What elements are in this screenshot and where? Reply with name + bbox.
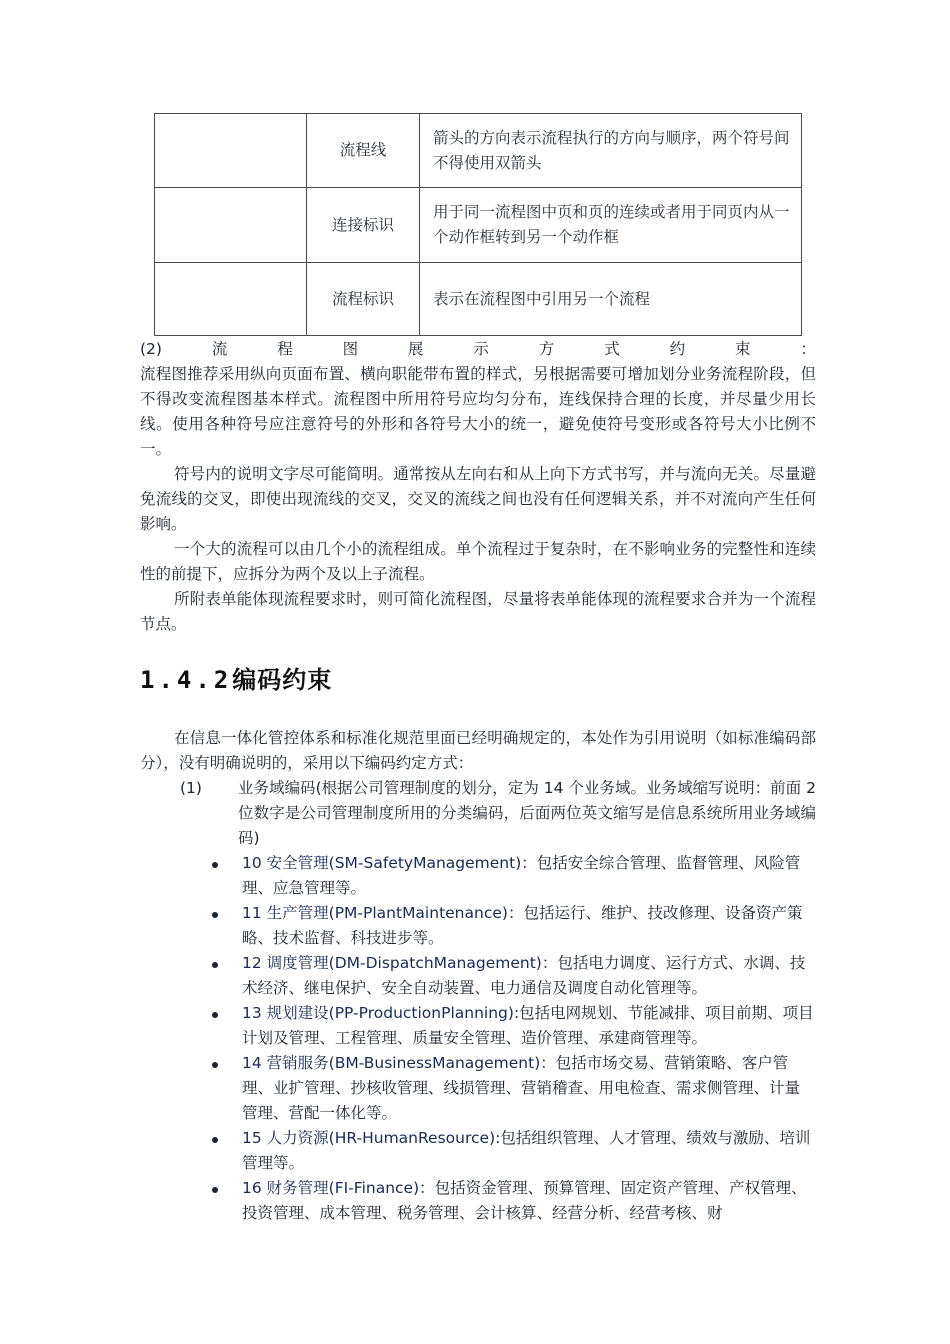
domain-description: ：包括资金管理、预算管理、固定资产管理、产权管理、投资管理、成本管理、税务管理、会计核算、经营分析、经营考核、财 <box>242 1179 807 1222</box>
symbol-description-cell: 表示在流程图中引用另一个流程 <box>420 263 802 336</box>
constraint-2-paragraph: 流程图推荐采用纵向页面布置、横向职能带布置的样式，另根据需要可增加划分业务流程阶段，但不得改变流程图基本样式。流程图中所用符号应均匀分布，连线保持合理的长度，并尽量少用长线。使用各种符号应注意符号的外形和各符号大小的统一，避免使符号变形或各符号大小比例不一。 <box>140 365 816 458</box>
domain-label: 13 规划建设(PP-ProductionPlanning) <box>242 1004 514 1022</box>
list-marker: (1) <box>180 779 202 797</box>
list-item <box>140 851 816 901</box>
intro-paragraph: 在信息一体化管控体系和标准化规范里面已经明确规定的，本处作为引用说明（如标准编码部分），没有明确说明的，采用以下编码约定方式： <box>140 729 816 772</box>
paragraph: 符号内的说明文字尽可能简明。通常按从左向右和从上向下方式书写，并与流向无关。尽量避免流线的交叉，即使出现流线的交叉，交叉的流线之间也没有任何逻辑关系，并不对流向产生任何影响。 <box>140 465 816 533</box>
flowchart-constraints-section <box>140 337 816 637</box>
domain-label: 12 调度管理(DM-DispatchManagement) <box>242 954 542 972</box>
heading-char: 流 <box>211 340 228 358</box>
domain-description: ：包括电力调度、运行方式、水调、技术经济、继电保护、安全自动装置、电力通信及调度自动化管理等。 <box>242 954 806 997</box>
coding-constraints-section <box>140 726 816 1226</box>
domain-label: 14 营销服务(BM-BusinessManagement) <box>242 1054 541 1072</box>
constraint-2-heading <box>140 337 816 362</box>
section-title: 编码约束 <box>232 666 333 694</box>
heading-char: (2) <box>140 340 162 358</box>
paragraph: 一个大的流程可以由几个小的流程组成。单个流程过于复杂时，在不影响业务的完整性和连续性的前提下，应拆分为两个及以上子流程。 <box>140 540 816 583</box>
heading-char: 方 <box>538 340 555 358</box>
table-row <box>155 114 802 188</box>
heading-char: ： <box>800 340 816 358</box>
bullet-icon <box>212 1062 218 1068</box>
bullet-icon <box>212 962 218 968</box>
symbol-name-cell: 流程标识 <box>307 263 420 336</box>
domain-label: 10 安全管理(SM-SafetyManagement) <box>242 854 522 872</box>
heading-char: 程 <box>277 340 293 358</box>
symbol-image-cell <box>155 188 307 263</box>
heading-char: 示 <box>473 340 489 358</box>
heading-char: 图 <box>342 340 359 358</box>
heading-char: 约 <box>669 340 686 358</box>
section-heading <box>140 660 332 695</box>
business-domain-list <box>140 851 816 1226</box>
bullet-icon <box>212 1012 218 1018</box>
table-row <box>155 263 802 336</box>
flowchart-symbol-table <box>154 113 802 336</box>
symbol-image-cell <box>155 263 307 336</box>
numbered-item-1 <box>140 776 816 851</box>
bullet-icon <box>212 1137 218 1143</box>
numbered-item-text: 业务域编码(根据公司管理制度的划分，定为 14 个业务域。业务域缩写说明：前面 2 位数字是公司管理制度所用的分类编码，后面两位英文缩写是信息系统所用业务域编码) <box>238 779 816 847</box>
symbol-name-cell: 连接标识 <box>307 188 420 263</box>
symbol-description-cell: 用于同一流程图中页和页的连续或者用于同页内从一个动作框转到另一个动作框 <box>420 188 802 263</box>
domain-description: ：包括运行、维护、技改修理、设备资产策略、技术监督、科技进步等。 <box>242 904 803 947</box>
heading-char: 式 <box>604 340 620 358</box>
domain-label: 11 生产管理(PM-PlantMaintenance) <box>242 904 508 922</box>
domain-description: ：包括安全综合管理、监督管理、风险管理、应急管理等。 <box>242 854 801 897</box>
bullet-icon <box>212 1187 218 1193</box>
list-item <box>140 1176 816 1226</box>
domain-description: ：包括市场交易、营销策略、客户管理、业扩管理、抄核收管理、线损管理、营销稽查、用电检查、需求侧管理、计量管理、营配一体化等。 <box>242 1054 801 1122</box>
list-item <box>140 1051 816 1126</box>
heading-char: 展 <box>408 340 424 358</box>
heading-char: 束 <box>734 340 751 358</box>
table-row <box>155 188 802 263</box>
domain-label: 15 人力资源(HR-HumanResource) <box>242 1129 496 1147</box>
domain-description: :包括组织管理、人才管理、绩效与激励、培训管理等。 <box>242 1129 811 1172</box>
list-item <box>140 951 816 1001</box>
list-item <box>140 1126 816 1176</box>
symbol-name-cell: 流程线 <box>307 114 420 188</box>
symbol-image-cell <box>155 114 307 188</box>
list-item <box>140 901 816 951</box>
section-number: 1.4.2 <box>140 666 233 694</box>
symbol-description-cell: 箭头的方向表示流程执行的方向与顺序，两个符号间不得使用双箭头 <box>420 114 802 188</box>
bullet-icon <box>212 862 218 868</box>
domain-label: 16 财务管理(FI-Finance) <box>242 1179 420 1197</box>
bullet-icon <box>212 912 218 918</box>
paragraph: 所附表单能体现流程要求时，则可简化流程图，尽量将表单能体现的流程要求合并为一个流程节点。 <box>140 590 816 633</box>
domain-description: :包括电网规划、节能减排、项目前期、项目计划及管理、工程管理、质量安全管理、造价管理、承建商管理等。 <box>242 1004 814 1047</box>
list-item <box>140 1001 816 1051</box>
